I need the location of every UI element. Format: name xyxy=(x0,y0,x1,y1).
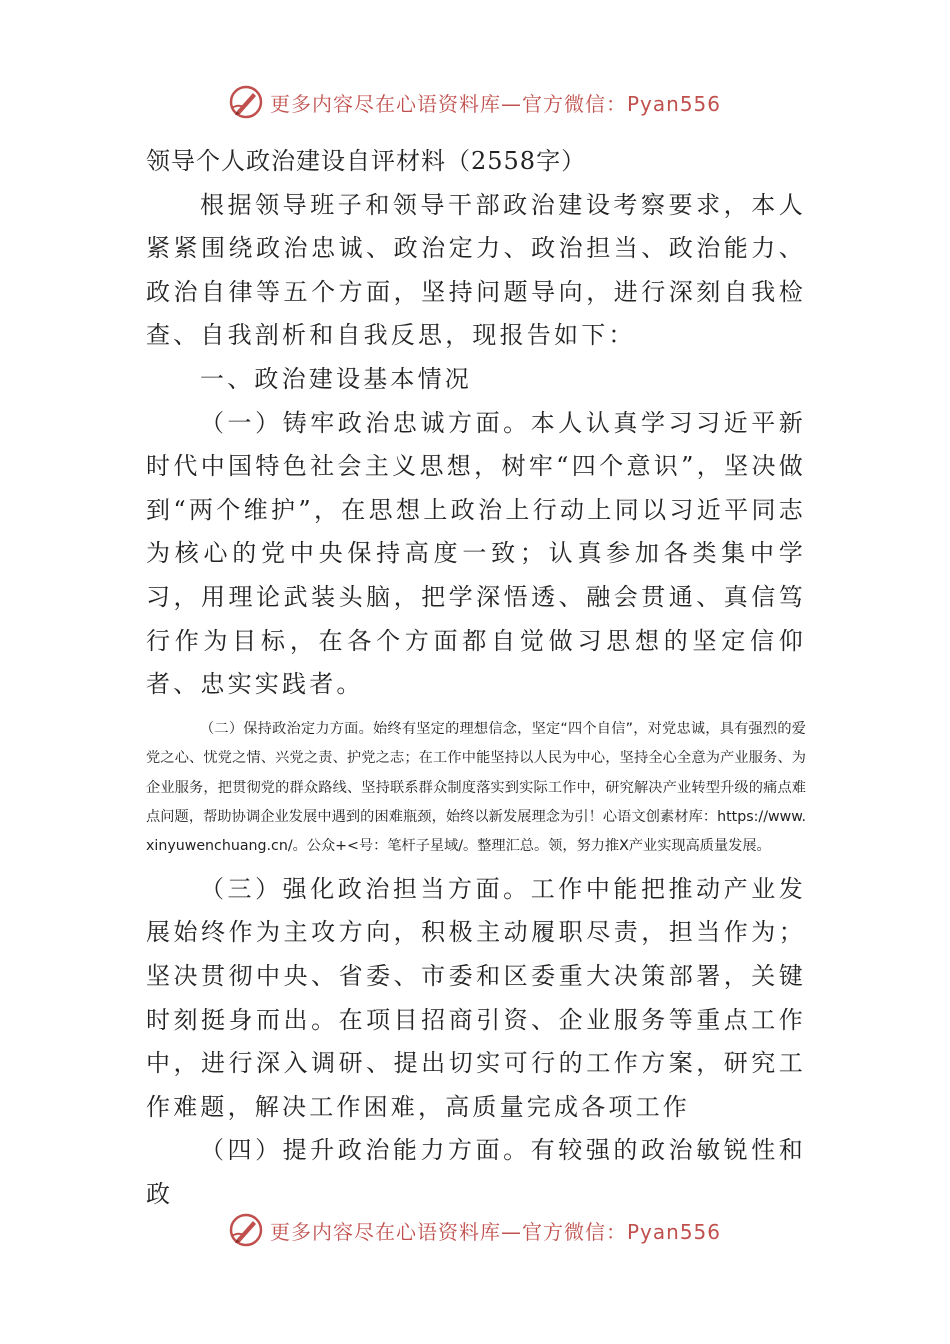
banner-text: 更多内容尽在心语资料库—官方微信：Pyan556 xyxy=(270,91,722,116)
footer-watermark-banner xyxy=(228,1210,748,1250)
header-watermark-banner xyxy=(228,82,748,122)
banner-text: 更多内容尽在心语资料库—官方微信：Pyan556 xyxy=(270,1219,722,1244)
document-body xyxy=(146,140,806,1217)
paragraph-political-ability: （四）提升政治能力方面。有较强的政治敏锐性和政 xyxy=(146,1136,806,1208)
paragraph-political-loyalty: （一）铸牢政治忠诚方面。本人认真学习习近平新时代中国特色社会主义思想，树牢“四个意识”，坚决做到“两个维护”，在思想上政治上行动上同以习近平同志为核心的党中央保持高度一致；认真参加各类集中学习，用理论武装头脑，把学深悟透、融会贯通、真信笃行作为目标，在各个方面都自觉做习思想的坚定信仰者、忠实实践者。 xyxy=(146,408,806,699)
document-title: 领导个人政治建设自评材料（2558字） xyxy=(146,147,587,175)
pen-logo-icon xyxy=(228,84,264,120)
section-heading: 一、政治建设基本情况 xyxy=(200,364,472,393)
intro-paragraph: 根据领导班子和领导干部政治建设考察要求，本人紧紧围绕政治忠诚、政治定力、政治担当、政治能力、政治自律等五个方面，坚持问题导向，进行深刻自我检查、自我剖析和自我反思，现报告如下： xyxy=(146,190,806,350)
paragraph-political-responsibility: （三）强化政治担当方面。工作中能把推动产业发展始终作为主攻方向，积极主动履职尽责，担当作为；坚决贯彻中央、省委、市委和区委重大决策部署，关键时刻挺身而出。在项目招商引资、企业服务等重点工作中，进行深入调研、提出切实可行的工作方案，研究工作难题，解决工作困难，高质量完成各项工作 xyxy=(146,874,806,1121)
pen-logo-icon xyxy=(228,1212,264,1248)
paragraph-political-steadiness: （二）保持政治定力方面。始终有坚定的理想信念，坚定“四个自信”，对党忠诚，具有强烈的爱党之心、忧党之情、兴党之责、护党之志；在工作中能坚持以人民为中心，坚持全心全意为产业服务、为企业服务，把贯彻党的群众路线、坚持联系群众制度落实到实际工作中，研究解决产业转型升级的痛点难点问题，帮助协调企业发展中遇到的困难瓶颈，始终以新发展理念为引！心语文创素材库：https://www.xinyuwenchuang.cn/。公众+<号：笔杆子星域/。整理汇总。领，努力推X产业实现高质量发展。 xyxy=(146,720,806,855)
